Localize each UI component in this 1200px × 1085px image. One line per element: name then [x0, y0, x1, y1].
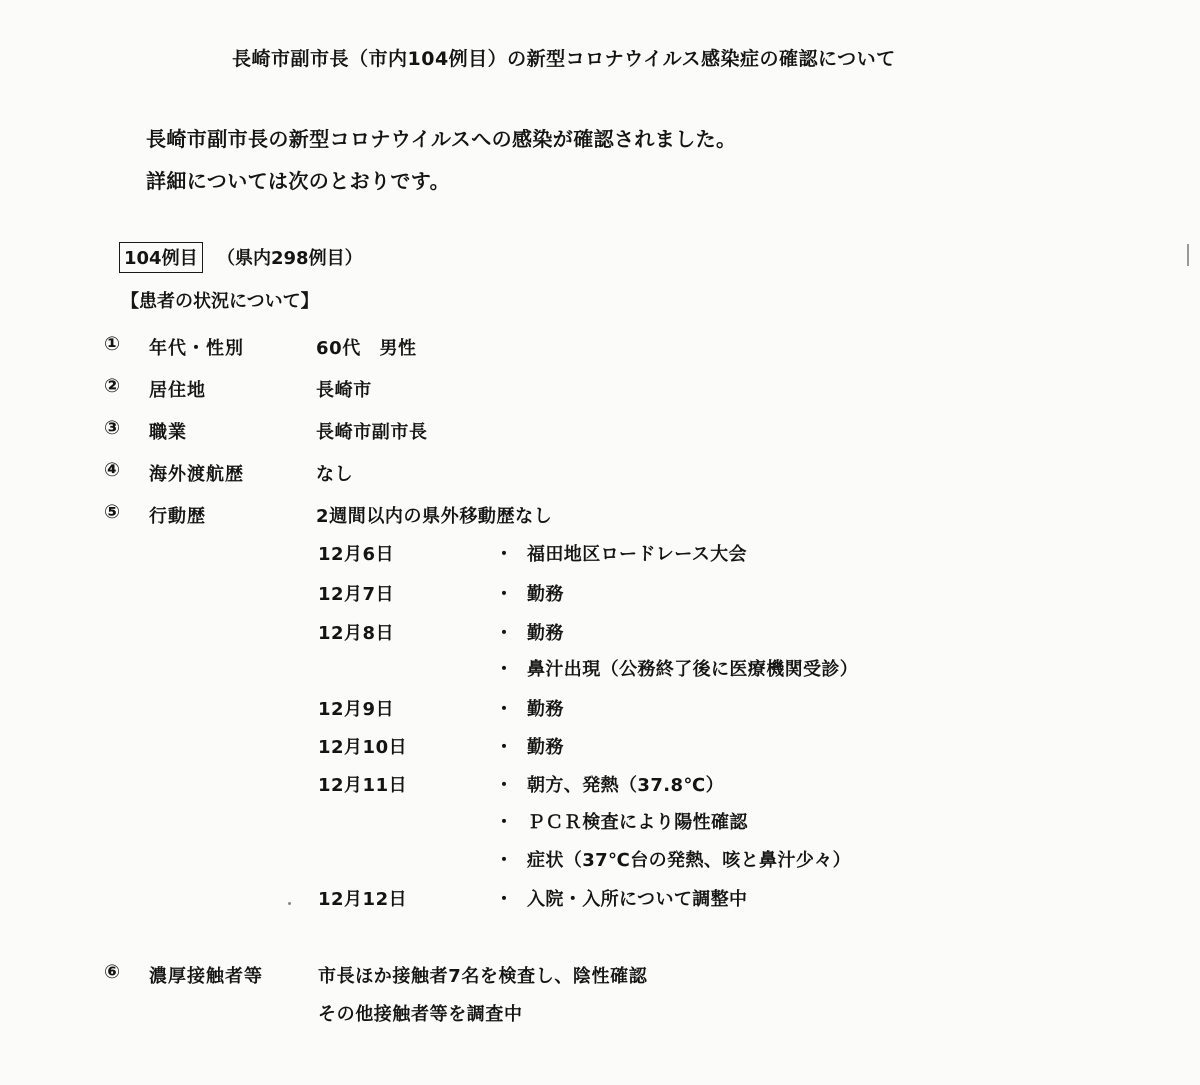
- item-label-travel-history: 海外渡航歴: [149, 464, 244, 485]
- history-bullet: ・: [495, 659, 513, 680]
- history-date: 12月12日: [318, 889, 408, 910]
- history-event: 症状（37℃台の発熱、咳と鼻汁少々）: [527, 850, 852, 871]
- contacts-line-1: 市長ほか接触者7名を検査し、陰性確認: [318, 966, 648, 987]
- history-event: 勤務: [527, 699, 564, 720]
- item-label-close-contacts: 濃厚接触者等: [149, 966, 263, 987]
- section-heading: 【患者の状況について】: [121, 291, 319, 312]
- item-number: ①: [104, 333, 121, 355]
- scan-speck: [1187, 244, 1189, 266]
- history-bullet: ・: [495, 850, 513, 871]
- item-value-activity-history: 2週間以内の県外移動歴なし: [316, 506, 553, 527]
- history-bullet: ・: [495, 889, 513, 910]
- contacts-line-2: その他接触者等を調査中: [318, 1004, 523, 1025]
- scan-speck: [288, 902, 291, 905]
- item-value-travel-history: なし: [316, 464, 354, 485]
- history-date: 12月6日: [318, 544, 395, 565]
- history-event: 福田地区ロードレース大会: [527, 544, 747, 565]
- history-date: 12月7日: [318, 584, 395, 605]
- case-number-box: 104例目: [119, 242, 203, 273]
- history-date: 12月9日: [318, 699, 395, 720]
- history-date: 12月8日: [318, 623, 395, 644]
- document-title: 長崎市副市長（市内104例目）の新型コロナウイルス感染症の確認について: [232, 48, 896, 70]
- item-value-occupation: 長崎市副市長: [316, 422, 428, 443]
- item-number: ⑥: [104, 961, 121, 983]
- item-number: ②: [104, 375, 121, 397]
- item-value-residence: 長崎市: [316, 380, 372, 401]
- prefecture-case-number: （県内298例目）: [217, 248, 363, 269]
- history-event: 勤務: [527, 623, 564, 644]
- item-value-age-sex: 60代 男性: [316, 338, 417, 359]
- intro-line-2: 詳細については次のとおりです。: [146, 169, 450, 193]
- history-bullet: ・: [495, 584, 513, 605]
- history-event: 勤務: [527, 737, 564, 758]
- item-number: ④: [104, 459, 121, 481]
- intro-line-1: 長崎市副市長の新型コロナウイルスへの感染が確認されました。: [146, 127, 737, 151]
- item-label-residence: 居住地: [149, 380, 206, 401]
- item-label-age-sex: 年代・性別: [149, 338, 244, 359]
- item-label-occupation: 職業: [149, 422, 187, 443]
- item-number: ③: [104, 417, 121, 439]
- history-bullet: ・: [495, 544, 513, 565]
- history-bullet: ・: [495, 699, 513, 720]
- history-event: 鼻汁出現（公務終了後に医療機関受診）: [527, 659, 859, 680]
- item-label-activity-history: 行動歴: [149, 506, 206, 527]
- history-bullet: ・: [495, 623, 513, 644]
- history-event: 朝方、発熱（37.8℃）: [527, 775, 725, 796]
- history-event: 勤務: [527, 584, 564, 605]
- history-date: 12月11日: [318, 775, 408, 796]
- item-number: ⑤: [104, 501, 121, 523]
- history-bullet: ・: [495, 812, 513, 833]
- history-bullet: ・: [495, 737, 513, 758]
- history-date: 12月10日: [318, 737, 408, 758]
- history-bullet: ・: [495, 775, 513, 796]
- history-event: ＰＣＲ検査により陽性確認: [527, 812, 748, 833]
- history-event: 入院・入所について調整中: [527, 889, 748, 910]
